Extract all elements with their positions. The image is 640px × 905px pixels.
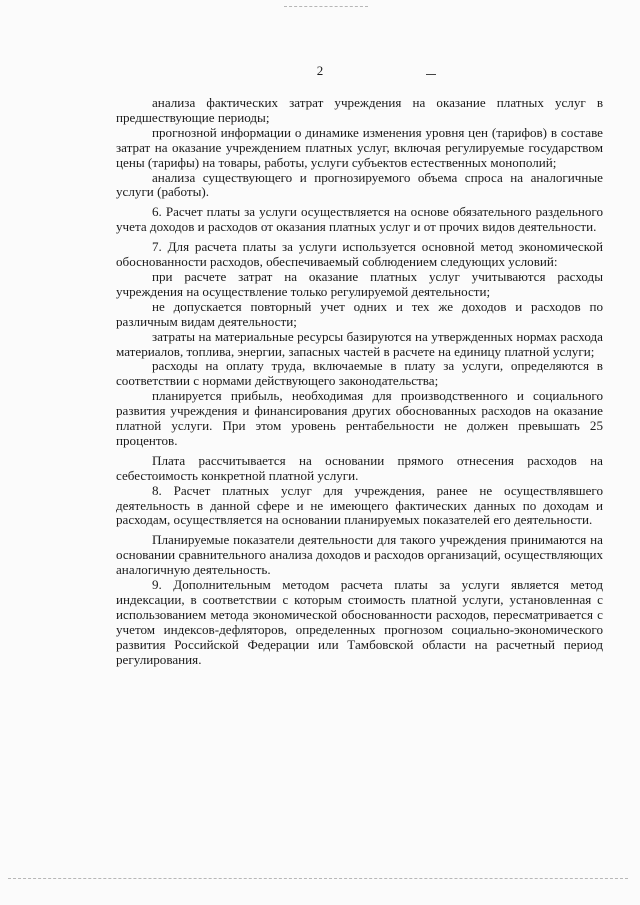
paragraph: планируется прибыль, необходимая для производственного и социального развития учреждения и финансирования других обоснованных расходов на оказание платной услуги. При этом уровень рентабельности не должен превышать 25 процентов.: [116, 388, 603, 448]
paragraph: 8. Расчет платных услуг для учреждения, ранее не осуществлявшего деятельность в данной сфере и не имеющего фактических данных по доходам и расходам, осуществляется на основании планируемых показателей его деятельности.: [116, 482, 603, 528]
paragraph: не допускается повторный учет одних и тех же доходов и расходов по различным видам деятельности;: [116, 298, 603, 329]
scan-artifact-mark: [426, 74, 436, 75]
paragraph: анализа фактических затрат учреждения на оказание платных услуг в предшествующие периоды;: [116, 95, 603, 125]
paragraph: прогнозной информации о динамике изменения уровня цен (тарифов) в составе затрат на оказание учреждением платных услуг, включая регулируемые государством цены (тарифы) на товары, работы, услуги субъектов естественных монополий;: [116, 124, 603, 170]
paragraph: при расчете затрат на оказание платных услуг учитываются расходы учреждения на осуществление только регулируемой деятельности;: [116, 268, 603, 299]
paragraph: Плата рассчитывается на основании прямого отнесения расходов на себестоимость конкретной платной услуги.: [116, 452, 603, 483]
paragraph: 6. Расчет платы за услуги осуществляется на основе обязательного раздельного учета доходов и расходов от оказания платных услуг и от прочих видов деятельности.: [116, 204, 603, 235]
document-body: [116, 96, 603, 668]
paragraph: Планируемые показатели деятельности для такого учреждения принимаются на основании сравнительного анализа доходов и расходов организаций, осуществляющих аналогичную деятельность.: [116, 532, 603, 578]
scan-artifact-bottom: [8, 878, 628, 881]
page-number: 2: [316, 63, 324, 78]
paragraph: анализа существующего и прогнозируемого объема спроса на аналогичные услуги (работы).: [116, 169, 603, 200]
paragraph: 9. Дополнительным методом расчета платы за услуги является метод индексации, в соответствии с которым стоимость платной услуги, установленная с использованием метода экономической обоснованности расходов, пересматривается с учетом индексов-дефляторов, определенных прогнозом социально-экономического развития Российской Федерации или Тамбовской области на расчетный период регулирования.: [116, 577, 603, 667]
paragraph: расходы на оплату труда, включаемые в плату за услуги, определяются в соответствии с нормами действующего законодательства;: [116, 358, 603, 389]
paragraph: затраты на материальные ресурсы базируются на утвержденных нормах расхода материалов, топлива, энергии, запасных частей в расчете на единицу платной услуги;: [116, 328, 603, 359]
paragraph: 7. Для расчета платы за услуги используется основной метод экономической обоснованности расходов, обеспечиваемый соблюдением следующих условий:: [116, 239, 603, 270]
scan-artifact-top: [284, 6, 368, 10]
